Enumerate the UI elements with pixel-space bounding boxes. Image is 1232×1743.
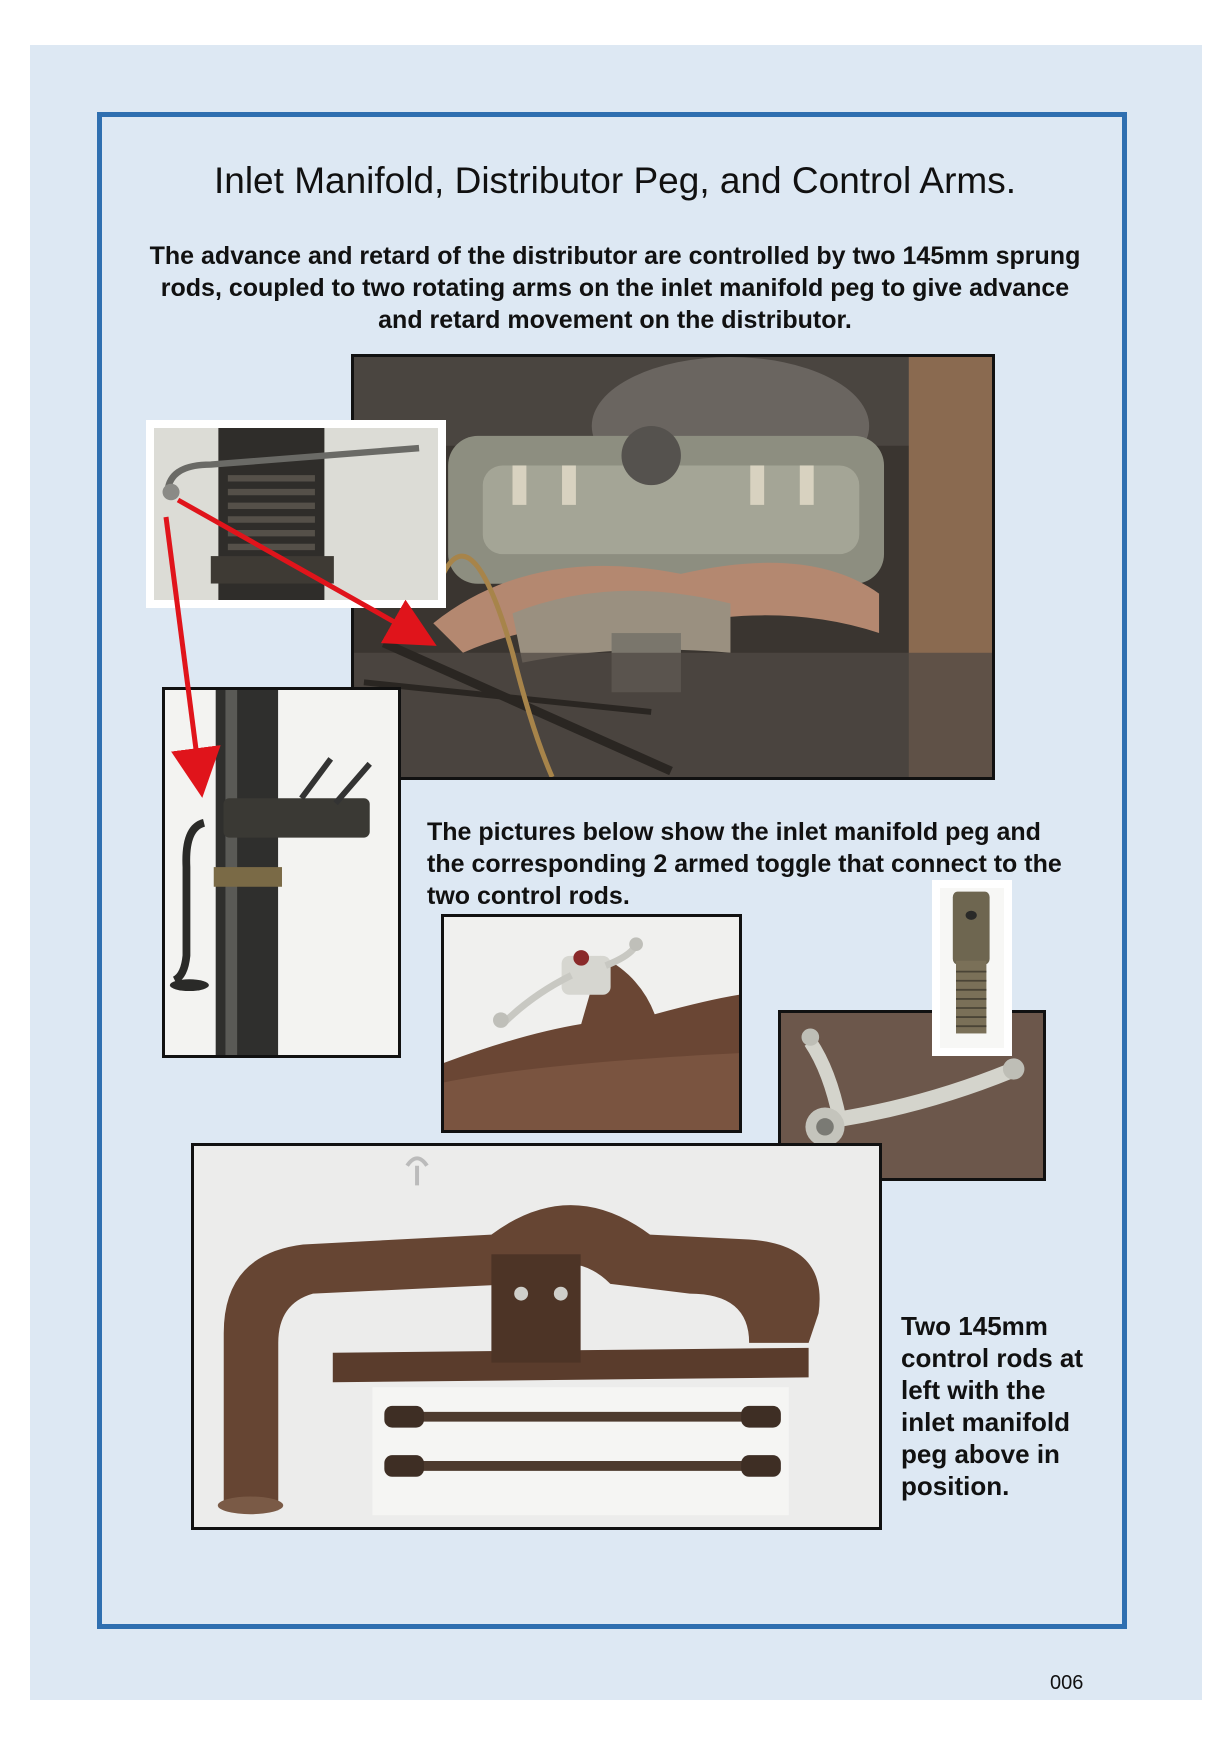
manifold-rods-photo [191, 1143, 882, 1530]
vertical-rod-photo [162, 687, 401, 1058]
page-title: Inlet Manifold, Distributor Peg, and Control Arms. [213, 160, 1017, 201]
intro-paragraph: The advance and retard of the distributor are controlled by two 145mm sprung rods, coupled to two rotating arms on the inlet manifold peg to give advance and retard movement on the distributor. [149, 242, 1081, 334]
manifold-peg-photo [441, 914, 742, 1133]
toggle-caption: The pictures below show the inlet manifold peg and the corresponding 2 armed toggle that connect to the two control rods. [427, 818, 1062, 910]
engine-photo [351, 354, 995, 780]
rods-caption: Two 145mm control rods at left with the inlet manifold peg above in position. [901, 1311, 1084, 1501]
page-number: 006 [1050, 1672, 1084, 1694]
spring-detail-photo [146, 420, 446, 608]
